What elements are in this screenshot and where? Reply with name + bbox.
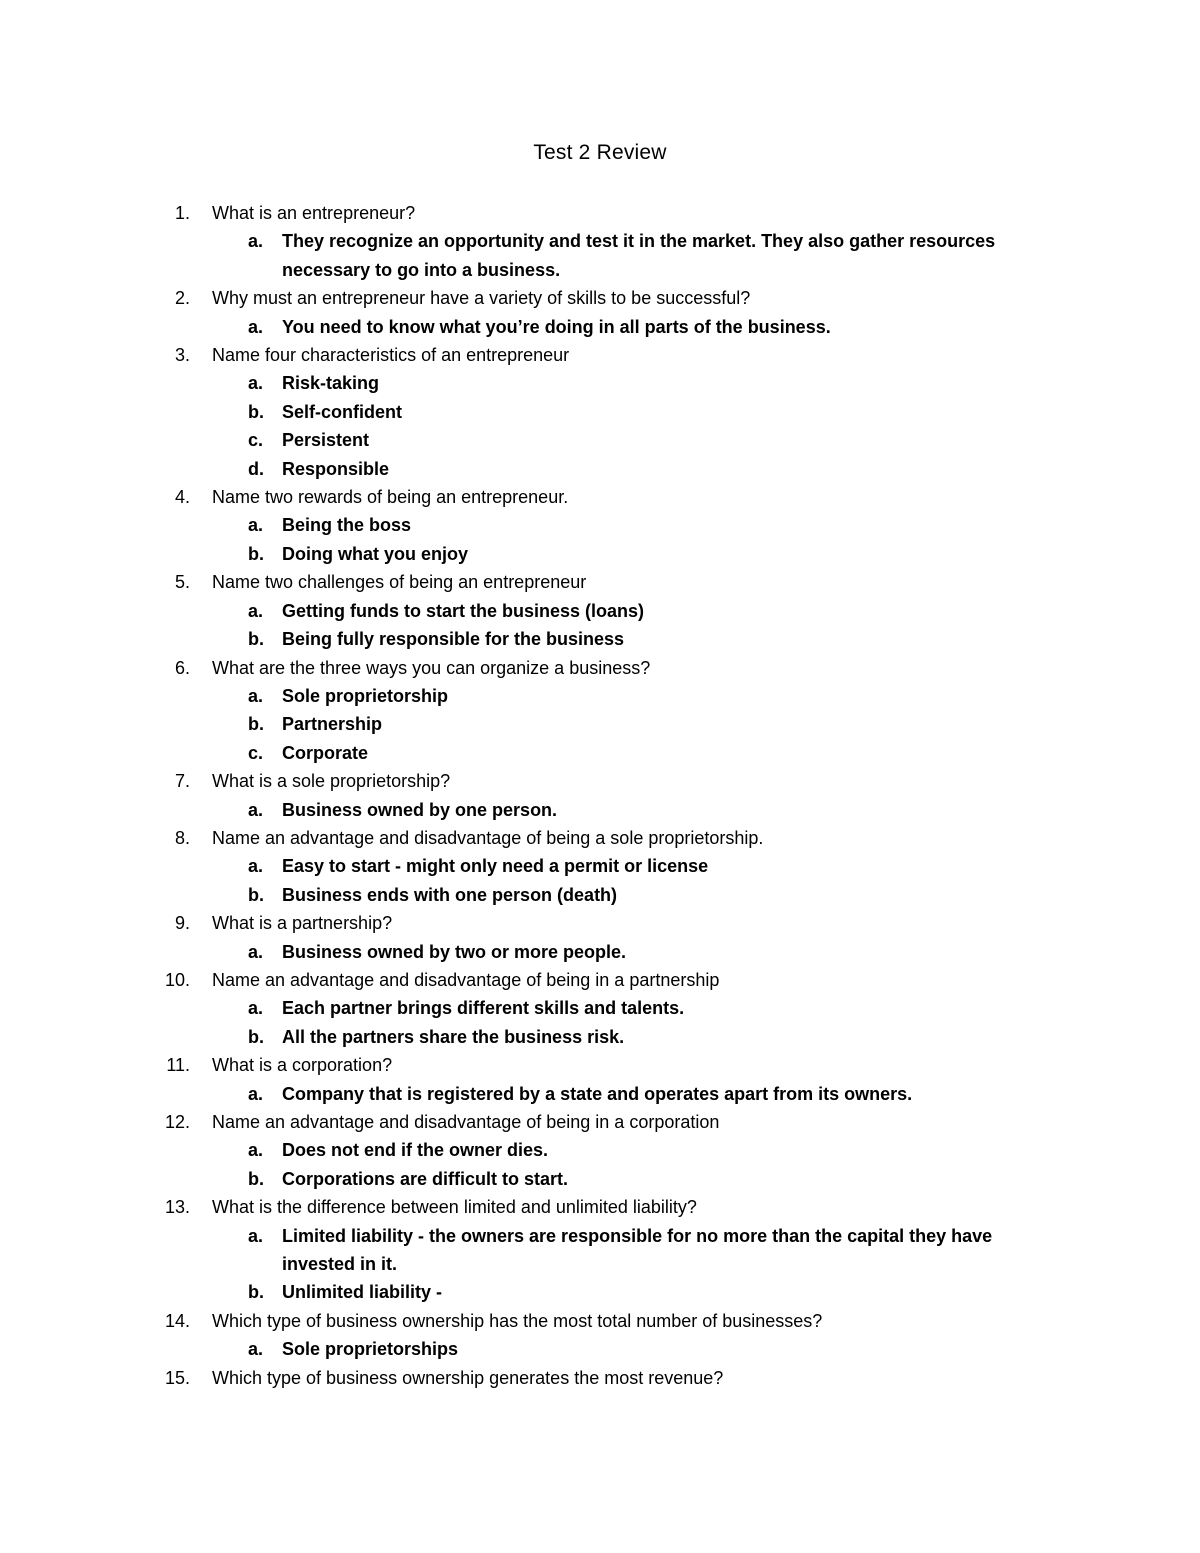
answer-letter: c. bbox=[248, 430, 264, 451]
answer-text: Risk-taking bbox=[282, 373, 380, 394]
answer-item bbox=[0, 313, 1200, 341]
question-text: What are the three ways you can organize a business? bbox=[212, 657, 651, 678]
answer-item bbox=[0, 540, 1200, 568]
answer-text: Business owned by two or more people. bbox=[282, 941, 627, 962]
question-item bbox=[0, 284, 1200, 312]
answer-item bbox=[0, 739, 1200, 767]
question-number: 13. bbox=[164, 1197, 190, 1218]
answer-letter: a. bbox=[248, 373, 264, 394]
answer-text: Sole proprietorship bbox=[282, 685, 449, 706]
answer-item bbox=[0, 881, 1200, 909]
answer-item bbox=[0, 710, 1200, 738]
answer-item bbox=[0, 994, 1200, 1022]
answer-text: Partnership bbox=[282, 714, 383, 735]
question-text: What is an entrepreneur? bbox=[212, 203, 416, 223]
question-number: 1. bbox=[174, 203, 190, 223]
question-number: 4. bbox=[174, 487, 190, 508]
answer-item bbox=[0, 796, 1200, 824]
question-item bbox=[0, 1307, 1200, 1335]
answer-text: They recognize an opportunity and test it in the market. They also gather resources necessary to go into a business. bbox=[282, 231, 996, 280]
answer-letter: d. bbox=[248, 458, 264, 479]
answer-item bbox=[0, 682, 1200, 710]
answer-letter: a. bbox=[248, 685, 264, 706]
question-text: Name two challenges of being an entrepreneur bbox=[212, 572, 587, 593]
answer-item bbox=[0, 625, 1200, 653]
question-item bbox=[0, 966, 1200, 994]
question-text: Why must an entrepreneur have a variety of skills to be successful? bbox=[212, 288, 751, 309]
answer-letter: b. bbox=[248, 884, 264, 905]
answer-text: Sole proprietorships bbox=[282, 1339, 459, 1360]
answer-text: Being the boss bbox=[282, 515, 412, 536]
answer-text: Responsible bbox=[282, 458, 390, 479]
answer-letter: a. bbox=[248, 1083, 264, 1104]
answer-letter: a. bbox=[248, 941, 264, 962]
question-number: 11. bbox=[166, 1055, 190, 1076]
question-text: Name an advantage and disadvantage of being in a partnership bbox=[212, 969, 720, 990]
answer-item bbox=[0, 426, 1200, 454]
answer-text: Unlimited liability - bbox=[282, 1282, 443, 1303]
question-number: 7. bbox=[174, 771, 190, 792]
answer-letter: a. bbox=[248, 231, 264, 252]
answer-letter: b. bbox=[248, 714, 264, 735]
question-text: What is the difference between limited and unlimited liability? bbox=[212, 1197, 697, 1218]
answer-text: Doing what you enjoy bbox=[282, 543, 469, 564]
question-text: What is a corporation? bbox=[212, 1055, 393, 1076]
answer-letter: b. bbox=[248, 1282, 264, 1303]
question-item bbox=[0, 654, 1200, 682]
question-item bbox=[0, 1051, 1200, 1079]
question-list bbox=[0, 199, 1200, 1392]
answer-item bbox=[0, 369, 1200, 397]
answer-letter: a. bbox=[248, 515, 264, 536]
question-number: 8. bbox=[174, 827, 190, 848]
answer-text: You need to know what you’re doing in all parts of the business. bbox=[282, 316, 831, 337]
question-number: 6. bbox=[174, 657, 190, 678]
question-text: Name four characteristics of an entrepreneur bbox=[212, 345, 570, 366]
answer-item bbox=[0, 1165, 1200, 1193]
answer-item bbox=[0, 1080, 1200, 1108]
question-text: What is a sole proprietorship? bbox=[212, 771, 451, 792]
answer-letter: a. bbox=[248, 998, 264, 1019]
answer-text: Does not end if the owner dies. bbox=[282, 1140, 549, 1161]
answer-text: Corporations are difficult to start. bbox=[282, 1168, 569, 1189]
answer-letter: a. bbox=[248, 316, 264, 337]
answer-item bbox=[0, 398, 1200, 426]
answer-text: Self-confident bbox=[282, 401, 402, 422]
question-item bbox=[0, 1193, 1200, 1221]
answer-text: Getting funds to start the business (loans) bbox=[282, 600, 645, 621]
question-item bbox=[0, 341, 1200, 369]
question-text: Which type of business ownership generates the most revenue? bbox=[212, 1367, 724, 1388]
answer-text: Persistent bbox=[282, 430, 370, 451]
answer-item bbox=[0, 1222, 1200, 1279]
answer-item bbox=[0, 227, 1200, 284]
question-number: 14. bbox=[164, 1310, 190, 1331]
question-text: Which type of business ownership has the most total number of businesses? bbox=[212, 1310, 823, 1331]
answer-letter: a. bbox=[248, 1140, 264, 1161]
question-text: Name two rewards of being an entrepreneur. bbox=[212, 487, 569, 508]
answer-item bbox=[0, 511, 1200, 539]
answer-text: Corporate bbox=[282, 742, 369, 763]
answer-item bbox=[0, 938, 1200, 966]
answer-text: All the partners share the business risk. bbox=[282, 1026, 625, 1047]
answer-letter: b. bbox=[248, 1168, 264, 1189]
question-number: 9. bbox=[174, 913, 190, 934]
answer-letter: b. bbox=[248, 629, 264, 650]
answer-text: Business owned by one person. bbox=[282, 799, 558, 820]
question-item bbox=[0, 767, 1200, 795]
answer-item bbox=[0, 1335, 1200, 1363]
question-item bbox=[0, 483, 1200, 511]
answer-letter: a. bbox=[248, 1225, 264, 1246]
question-item bbox=[0, 1108, 1200, 1136]
question-item bbox=[0, 1364, 1200, 1392]
answer-letter: c. bbox=[248, 742, 264, 763]
answer-letter: a. bbox=[248, 856, 264, 877]
answer-text: Easy to start - might only need a permit or license bbox=[282, 856, 709, 877]
answer-item bbox=[0, 455, 1200, 483]
question-number: 10. bbox=[164, 969, 190, 990]
question-item bbox=[0, 909, 1200, 937]
question-number: 3. bbox=[174, 345, 190, 366]
answer-item bbox=[0, 1278, 1200, 1306]
answer-text: Being fully responsible for the business bbox=[282, 629, 625, 650]
question-number: 5. bbox=[174, 572, 190, 593]
answer-item bbox=[0, 1023, 1200, 1051]
question-text: Name an advantage and disadvantage of being in a corporation bbox=[212, 1112, 720, 1132]
answer-text: Limited liability - the owners are responsible for no more than the capital they have invested in it. bbox=[282, 1225, 993, 1275]
answer-letter: a. bbox=[248, 799, 264, 820]
question-number: 2. bbox=[174, 288, 190, 309]
answer-item bbox=[0, 852, 1200, 880]
question-text: Name an advantage and disadvantage of being a sole proprietorship. bbox=[212, 827, 764, 848]
answer-text: Business ends with one person (death) bbox=[282, 884, 618, 905]
question-item bbox=[0, 568, 1200, 596]
question-item bbox=[0, 824, 1200, 852]
answer-item bbox=[0, 1136, 1200, 1164]
answer-letter: b. bbox=[248, 543, 264, 564]
question-number: 15. bbox=[164, 1367, 190, 1388]
question-text: What is a partnership? bbox=[212, 913, 393, 934]
answer-letter: b. bbox=[248, 401, 264, 422]
answer-item bbox=[0, 597, 1200, 625]
document-title: Test 2 Review bbox=[533, 141, 667, 164]
question-item bbox=[0, 199, 1200, 227]
question-number: 12. bbox=[164, 1112, 190, 1132]
answer-letter: a. bbox=[248, 1339, 264, 1360]
answer-text: Each partner brings different skills and talents. bbox=[282, 998, 685, 1019]
answer-text: Company that is registered by a state and operates apart from its owners. bbox=[282, 1083, 913, 1104]
answer-letter: a. bbox=[248, 600, 264, 621]
answer-letter: b. bbox=[248, 1026, 264, 1047]
